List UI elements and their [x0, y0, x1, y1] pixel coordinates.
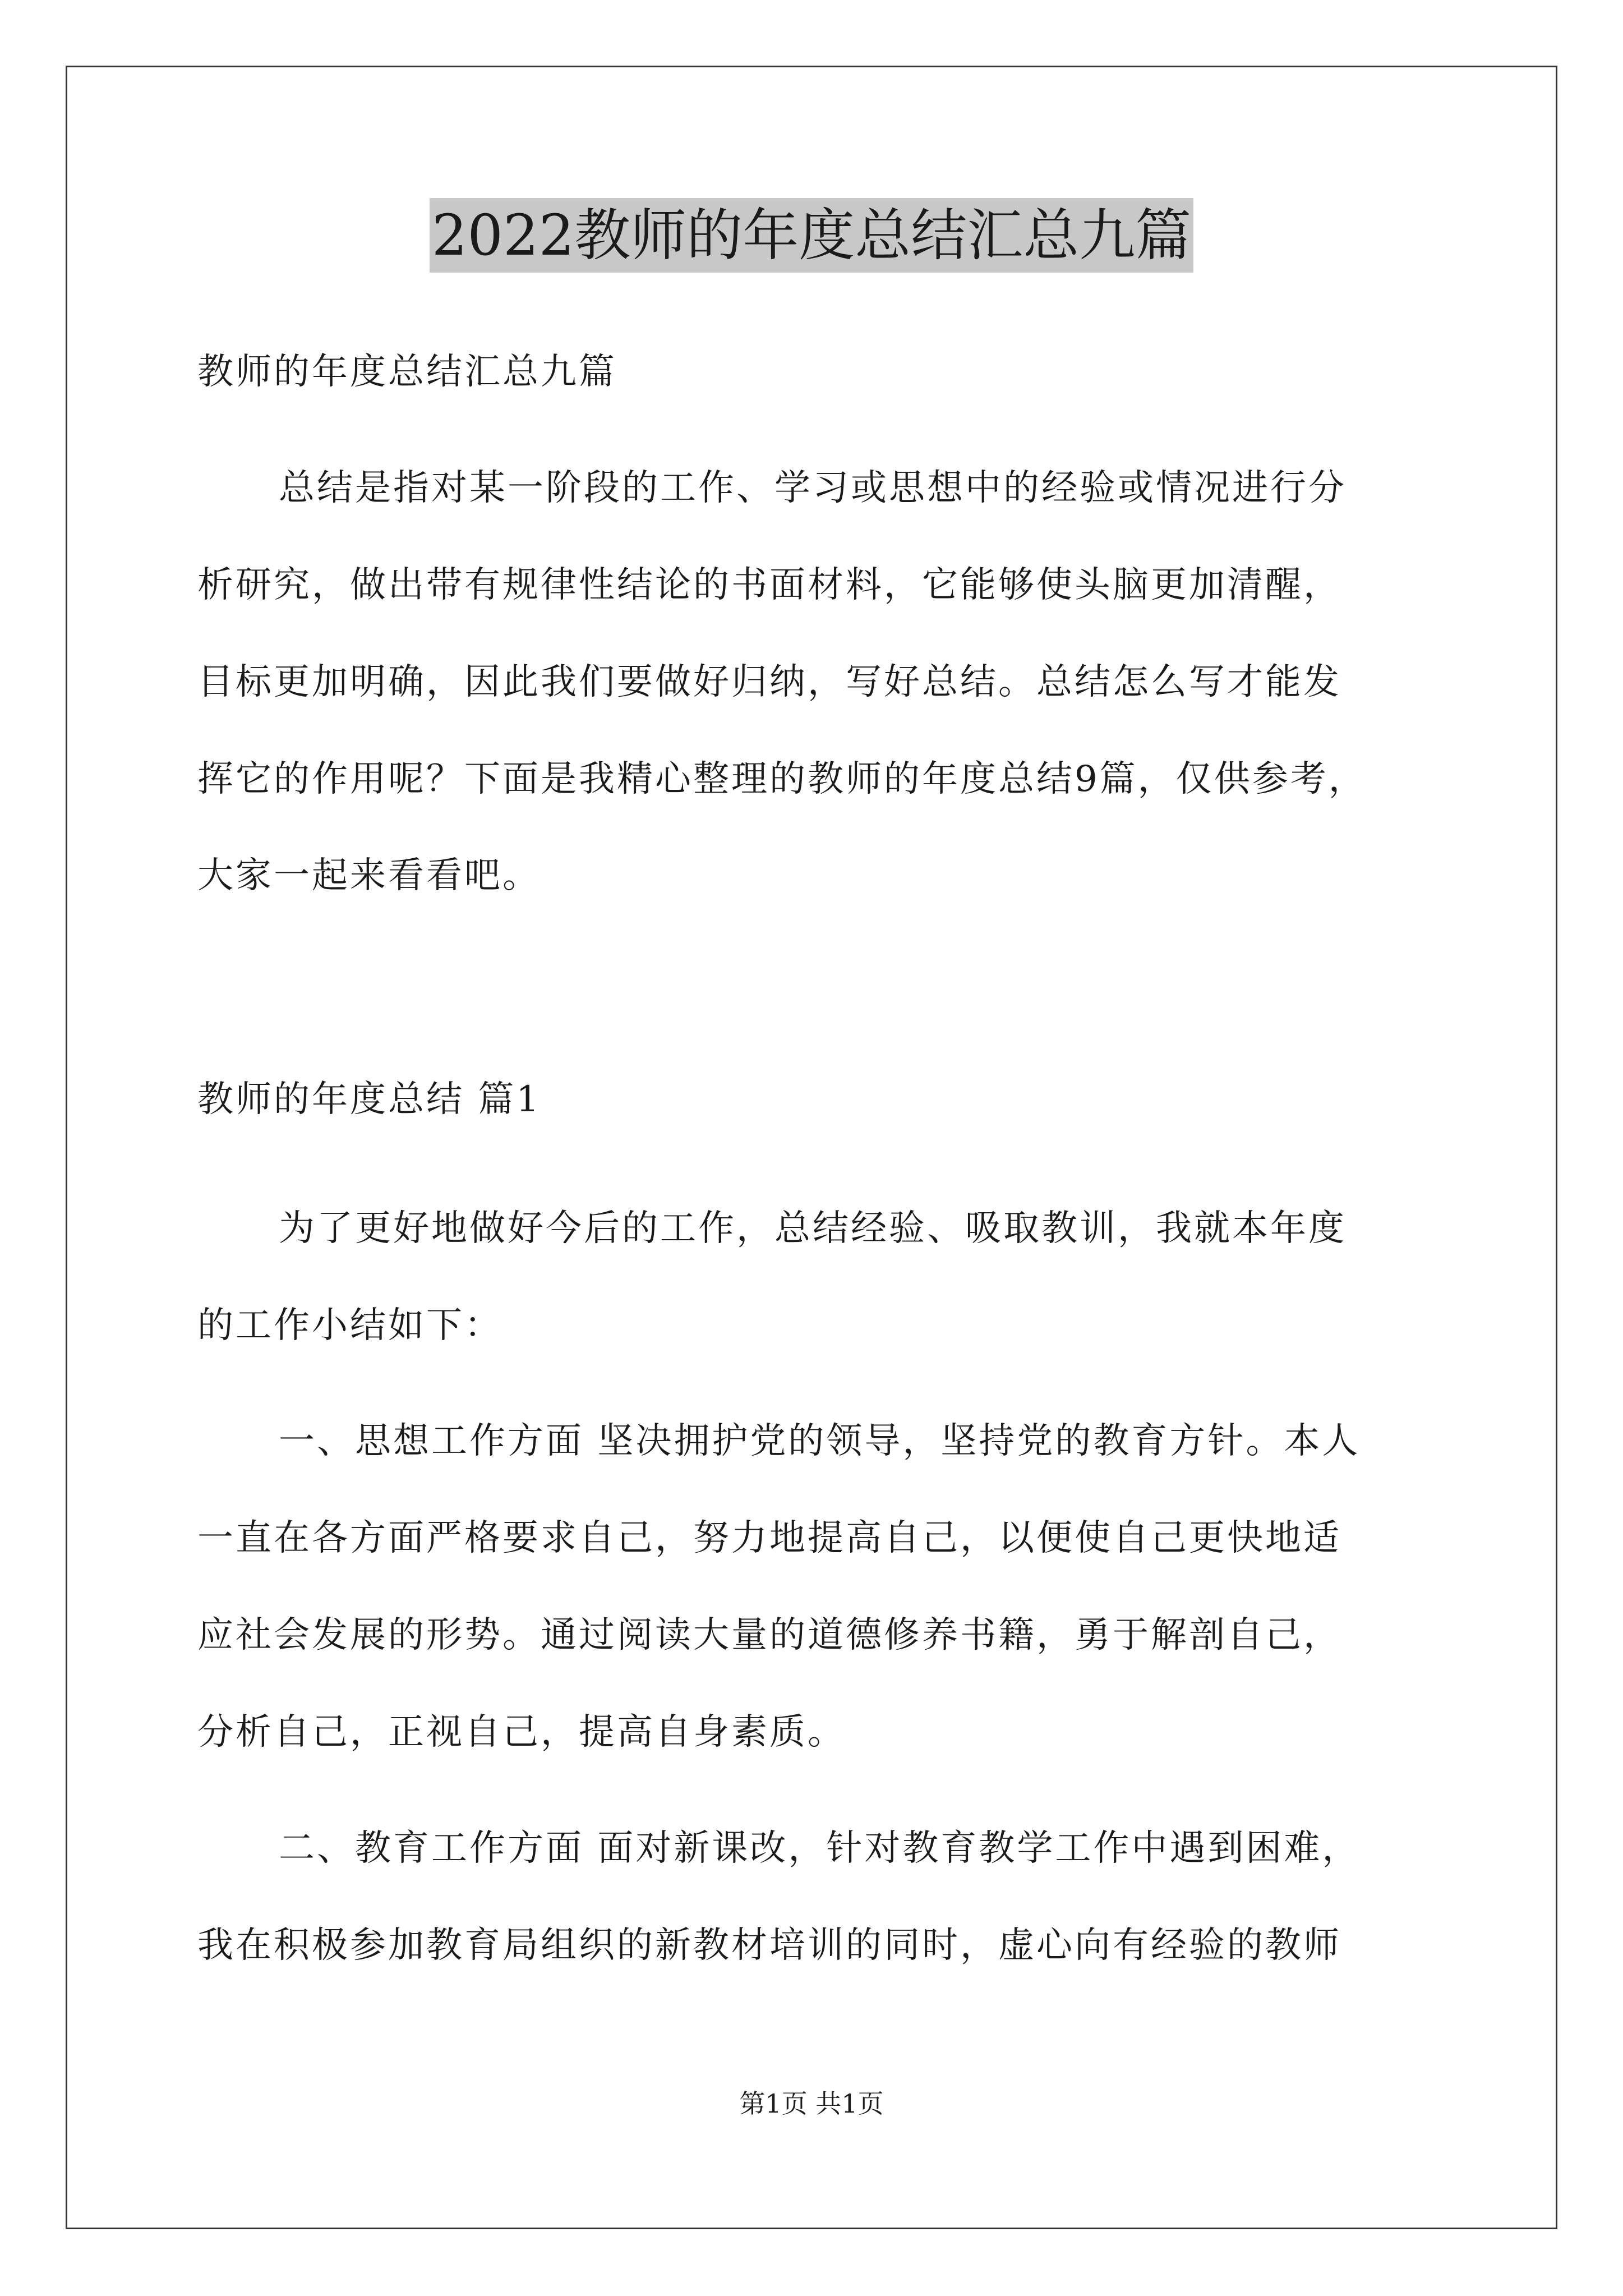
document-title-text: 2022教师的年度总结汇总九篇: [430, 198, 1194, 273]
intro-line-1: 总结是指对某一阶段的工作、学习或思想中的经验或情况进行分: [279, 467, 1347, 509]
intro-line-5: 大家一起来看看吧。: [197, 855, 541, 896]
document-subtitle: 教师的年度总结汇总九篇: [197, 351, 617, 393]
section-line-8: 我在积极参加教育局组织的新教材培训的同时，虚心向有经验的教师: [197, 1925, 1341, 1966]
section-line-3: 一、思想工作方面 坚决拥护党的领导，坚持党的教育方针。本人: [279, 1420, 1361, 1462]
section-line-4: 一直在各方面严格要求自己，努力地提高自己，以便使自己更快地适: [197, 1517, 1341, 1559]
section-line-5: 应社会发展的形势。通过阅读大量的道德修养书籍，勇于解剖自己，: [197, 1614, 1341, 1656]
section-line-1: 为了更好地做好今后的工作，总结经验、吸取教训，我就本年度: [279, 1208, 1347, 1249]
intro-line-4: 挥它的作用呢？下面是我精心整理的教师的年度总结9篇，仅供参考，: [197, 758, 1367, 800]
section-line-6: 分析自己，正视自己，提高自身素质。: [197, 1711, 846, 1753]
intro-line-3: 目标更加明确，因此我们要做好归纳，写好总结。总结怎么写才能发: [197, 661, 1341, 703]
section-line-7: 二、教育工作方面 面对新课改，针对教育教学工作中遇到困难，: [279, 1828, 1361, 1869]
section-heading: 教师的年度总结 篇1: [197, 1079, 542, 1120]
document-title: [0, 199, 1623, 272]
section-line-2: 的工作小结如下：: [197, 1305, 502, 1346]
page-footer: 第1页 共1页: [739, 2088, 884, 2119]
intro-line-2: 析研究，做出带有规律性结论的书面材料，它能够使头脑更加清醒，: [197, 564, 1341, 606]
